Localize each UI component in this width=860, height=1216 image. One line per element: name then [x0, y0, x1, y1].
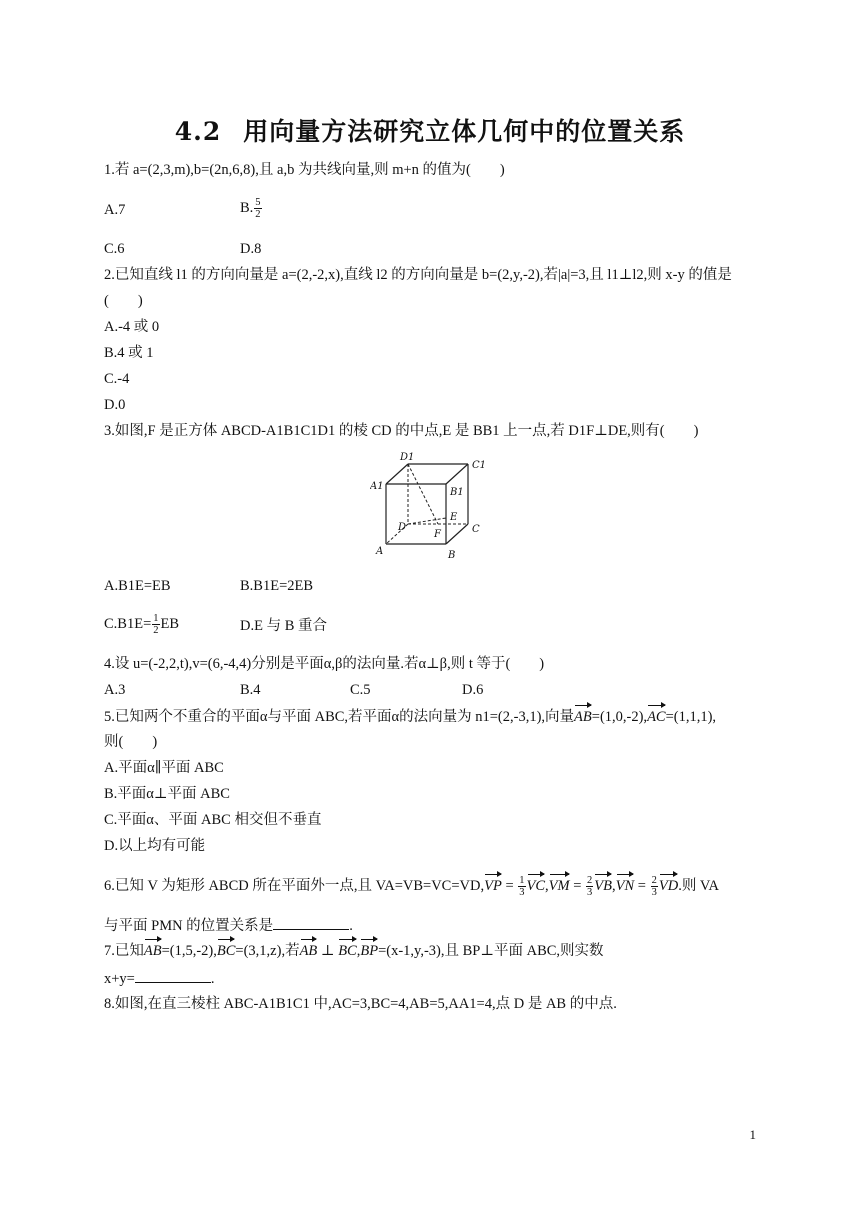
q8-stem: 8.如图,在直三棱柱 ABC-A1B1C1 中,AC=3,BC=4,AB=5,AA1=4,点 D 是 AB 的中点.	[104, 996, 617, 1012]
q6-stem-line1	[104, 875, 719, 898]
fraction-numerator: 1	[519, 875, 525, 886]
vector-vc: VC	[526, 877, 546, 894]
fraction-numerator: 2	[651, 875, 657, 886]
label-c: C	[472, 524, 480, 535]
q6-stem-part-a: 6.已知 V 为矩形 ABCD 所在平面外一点,且 VA=VB=VC=VD,	[104, 877, 485, 894]
label-e: E	[450, 512, 458, 523]
q5-stem-part-b: =(1,0,-2),	[591, 709, 648, 725]
q3-option-c-fraction	[152, 613, 159, 636]
fraction-numerator: 1	[153, 613, 159, 624]
q1-option-a: A.7	[104, 202, 126, 218]
section-number: 4.2	[174, 117, 222, 146]
q4-option-d: D.6	[462, 682, 484, 698]
segment-de	[408, 518, 446, 524]
vector-bp: BP	[360, 943, 379, 959]
fraction-numerator: 2	[587, 875, 593, 886]
vector-vp: VP	[484, 877, 502, 894]
q7-stem-line1	[104, 941, 604, 961]
edge-cb	[446, 524, 468, 544]
q6-fraction-1	[518, 875, 525, 898]
q7-stem-line2	[104, 968, 214, 989]
q4-option-c: C.5	[350, 682, 371, 698]
q7-ab-value: =(1,5,-2),	[161, 943, 217, 959]
q6-line2-text: 与平面 PMN 的位置关系是	[104, 918, 274, 934]
q2-stem-line1: 2.已知直线 l1 的方向向量是 a=(2,-2,x),直线 l2 的方向向量是 b=(2,y,-2),若|a|=3,且 l1⊥l2,则 x-y 的值是	[104, 267, 732, 283]
q6-stem-part-b: .则 VA	[678, 877, 720, 894]
vector-bc: BC	[338, 943, 357, 959]
q6-stem-line2	[104, 915, 353, 936]
label-b: B	[448, 550, 456, 561]
q5-stem-line1	[104, 707, 716, 727]
cube-figure	[370, 448, 494, 566]
q2-option-a: A.-4 或 0	[104, 319, 160, 335]
q5-stem-part-a: 5.已知两个不重合的平面α与平面 ABC,若平面α的法向量为 n1=(2,-3,1),向量	[104, 709, 575, 725]
perpendicular-sign: ⊥	[317, 943, 339, 959]
comma: ,	[612, 877, 616, 894]
label-c1: C1	[472, 460, 487, 471]
q1-option-b-fraction	[254, 197, 261, 220]
page-title	[0, 112, 860, 148]
q1-option-b-prefix: B.	[240, 199, 254, 216]
fraction-denominator: 2	[153, 625, 159, 636]
q6-answer-blank[interactable]	[273, 915, 349, 930]
q5-option-b: B.平面α⊥平面 ABC	[104, 786, 230, 802]
q2-option-c: C.-4	[104, 371, 130, 387]
q6-line2-end: .	[349, 918, 353, 934]
q1-stem: 1.若 a=(2,3,m),b=(2n,6,8),且 a,b 为共线向量,则 m+n 的值为( )	[104, 162, 505, 178]
fraction-numerator: 5	[255, 197, 261, 208]
q7-line2-text: x+y=	[104, 971, 135, 987]
q3-stem: 3.如图,F 是正方体 ABCD-A1B1C1D1 的棱 CD 的中点,E 是 BB1 上一点,若 D1F⊥DE,则有( )	[104, 423, 699, 439]
vector-vd: VD	[658, 877, 679, 894]
q4-option-b: B.4	[240, 682, 261, 698]
section-title: 用向量方法研究立体几何中的位置关系	[243, 117, 686, 146]
fraction-denominator: 3	[519, 887, 525, 898]
q3-option-a: A.B1E=EB	[104, 578, 171, 594]
q5-option-c: C.平面α、平面 ABC 相交但不垂直	[104, 812, 322, 828]
q4-option-a: A.3	[104, 682, 126, 698]
q6-fraction-2	[586, 875, 593, 898]
q7-prefix: 7.已知	[104, 943, 144, 959]
q1-option-b	[240, 197, 263, 220]
q3-option-c-suffix: EB	[160, 615, 180, 632]
page-number: 1	[749, 1127, 756, 1142]
fraction-denominator: 3	[587, 887, 593, 898]
q3-option-d: D.E 与 B 重合	[240, 618, 327, 634]
q2-option-b: B.4 或 1	[104, 345, 154, 361]
label-d1: D1	[400, 452, 415, 463]
q7-bp-value: =(x-1,y,-3),且 BP⊥平面 ABC,则实数	[378, 943, 604, 959]
vector-bc: BC	[216, 943, 236, 959]
vector-ab: AB	[143, 943, 162, 959]
label-f: F	[434, 529, 441, 540]
q2-stem-line2: ( )	[104, 293, 143, 309]
vector-ab: AB	[299, 943, 318, 959]
q7-bc-value: =(3,1,z),若	[235, 943, 300, 959]
q7-answer-blank[interactable]	[135, 968, 211, 983]
q5-stem-part-c: =(1,1,1),	[665, 709, 717, 725]
q6-fraction-3	[651, 875, 658, 898]
fraction-denominator: 3	[651, 887, 657, 898]
edge-c1b1	[446, 464, 468, 484]
q5-option-a: A.平面α∥平面 ABC	[104, 760, 224, 776]
equals-sign: =	[501, 877, 518, 894]
vector-vm: VM	[548, 877, 570, 894]
q1-option-c: C.6	[104, 241, 125, 257]
label-d: D	[398, 522, 407, 533]
q3-option-c	[104, 613, 179, 636]
label-a1: A1	[370, 481, 384, 492]
q2-option-d: D.0	[104, 397, 126, 413]
equals-sign: =	[569, 877, 586, 894]
comma: ,	[356, 943, 361, 959]
q7-line2-end: .	[210, 971, 215, 987]
edge-a1d1	[386, 464, 408, 484]
q3-option-c-prefix: C.B1E=	[104, 615, 152, 632]
q4-stem: 4.设 u=(-2,2,t),v=(6,-4,4)分别是平面α,β的法向量.若α⊥β,则 t 等于( )	[104, 656, 545, 672]
q5-stem-line2: 则( )	[104, 734, 158, 750]
vector-ab: AB	[574, 709, 592, 725]
q3-option-b: B.B1E=2EB	[240, 578, 314, 594]
q5-option-d: D.以上均有可能	[104, 838, 206, 854]
vector-vb: VB	[594, 877, 612, 894]
segment-d1f	[408, 464, 438, 524]
comma: ,	[545, 877, 549, 894]
label-a: A	[376, 546, 384, 557]
label-b1: B1	[450, 487, 464, 498]
fraction-denominator: 2	[255, 209, 261, 220]
equals-sign: =	[634, 877, 650, 894]
q1-option-d: D.8	[240, 241, 262, 257]
vector-vn: VN	[615, 877, 635, 894]
vector-ac: AC	[647, 709, 666, 725]
